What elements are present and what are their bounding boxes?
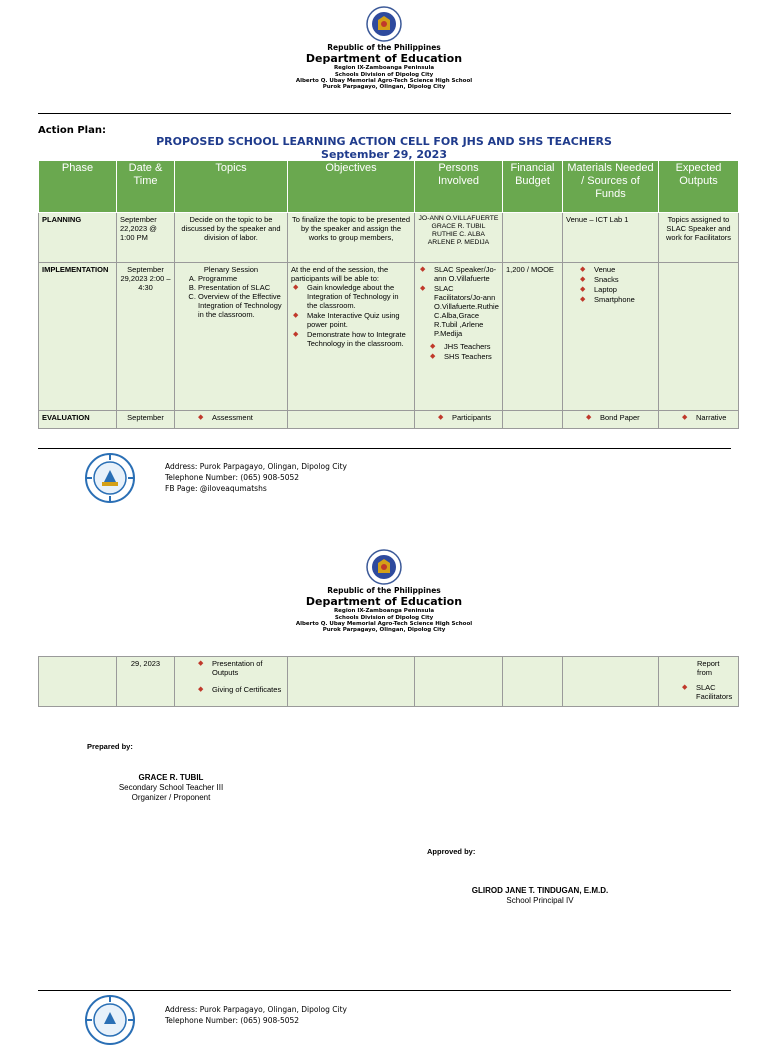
person-item: GRACE R. TUBIL xyxy=(431,223,486,230)
person-item: RUTHIE C. ALBA xyxy=(432,231,485,238)
deped-seal-icon xyxy=(366,6,402,42)
groups-list xyxy=(418,342,499,361)
continued-topics xyxy=(175,657,288,707)
letterhead-page-2 xyxy=(0,587,768,634)
continued-date: 29, 2023 xyxy=(117,657,175,707)
bullet-icon: ◆ xyxy=(438,414,444,421)
table-row-planning xyxy=(39,213,739,263)
footer-address: Address: Purok Parpagayo, Olingan, Dipolog City xyxy=(165,462,347,471)
objective-item xyxy=(291,330,411,348)
continued-materials xyxy=(563,657,659,707)
bullet-icon: ◆ xyxy=(198,686,204,693)
footer-fb: FB Page: @iloveaqumatshs xyxy=(165,484,267,493)
implementation-materials xyxy=(563,263,659,411)
material-item xyxy=(584,413,655,422)
material-text: Bond Paper xyxy=(600,413,640,422)
planning-outputs: Topics assigned to SLAC Speaker and work for Facilitators xyxy=(659,213,739,263)
evaluation-outputs xyxy=(659,411,739,429)
col-header-persons: Persons Involved xyxy=(415,161,503,213)
bullet-icon: ◆ xyxy=(198,660,204,667)
person-item: JO-ANN O.VILLAFUERTE xyxy=(418,215,499,222)
topic-item xyxy=(196,659,284,677)
evaluation-objectives xyxy=(288,411,415,429)
bullet-icon: ◆ xyxy=(580,266,586,273)
planning-objectives: To finalize the topic to be presented by the speaker and assign the works to group members, xyxy=(288,213,415,263)
col-header-topics: Topics xyxy=(175,161,288,213)
evaluation-date: September xyxy=(117,411,175,429)
prepared-title: Secondary School Teacher III xyxy=(118,783,224,792)
topic-item xyxy=(196,685,284,694)
bullet-icon: ◆ xyxy=(293,331,299,338)
objectives-intro: At the end of the session, the participants will be able to: xyxy=(291,265,389,283)
material-item xyxy=(578,265,655,274)
implementation-objectives xyxy=(288,263,415,411)
planning-topics: Decide on the topic to be discussed by the speaker and division of labor. xyxy=(175,213,288,263)
prepared-by-signature xyxy=(96,773,246,803)
implementation-phase: IMPLEMENTATION xyxy=(39,263,117,411)
title-line-2: September 29, 2023 xyxy=(321,148,447,161)
implementation-persons xyxy=(415,263,503,411)
evaluation-topics xyxy=(175,411,288,429)
bullet-icon: ◆ xyxy=(198,414,204,421)
objective-item xyxy=(291,311,411,329)
footer-address: Address: Purok Parpagayo, Olingan, Dipolog City xyxy=(165,1005,347,1014)
bullet-icon: ◆ xyxy=(293,284,299,291)
department-text: Department of Education xyxy=(305,51,463,65)
approved-by-label: Approved by: xyxy=(427,847,476,856)
footer-telephone: Telephone Number: (065) 908-5052 xyxy=(165,473,300,482)
col-header-phase: Phase xyxy=(39,161,117,213)
topic-text: Presentation of Outputs xyxy=(212,659,263,677)
output-item xyxy=(680,683,735,701)
materials-list xyxy=(566,265,655,304)
objective-text: Gain knowledge about the Integration of Technology in the classroom. xyxy=(307,283,399,310)
prepared-role: Organizer / Proponent xyxy=(131,793,211,802)
table-row-evaluation-continued xyxy=(39,657,739,707)
header-divider xyxy=(38,113,731,114)
bullet-icon: ◆ xyxy=(430,353,436,360)
persons-list xyxy=(418,265,499,338)
group-item xyxy=(428,342,499,351)
implementation-date: September 29,2023 2:00 – 4:30 xyxy=(117,263,175,411)
output-text: SLAC Facilitators xyxy=(696,683,733,701)
title-line-1: PROPOSED SCHOOL LEARNING ACTION CELL FOR JHS AND SHS TEACHERS xyxy=(156,135,612,148)
col-header-outputs: Expected Outputs xyxy=(659,161,739,213)
evaluation-persons xyxy=(415,411,503,429)
continued-phase xyxy=(39,657,117,707)
col-header-budget: Financial Budget xyxy=(503,161,563,213)
output-item xyxy=(680,413,735,422)
evaluation-phase: EVALUATION xyxy=(39,411,117,429)
action-plan-table xyxy=(38,160,739,429)
person-text: Participants xyxy=(452,413,492,422)
evaluation-materials xyxy=(563,411,659,429)
footer-divider xyxy=(38,990,731,991)
action-plan-label: Action Plan: xyxy=(38,125,106,136)
school-logo-icon xyxy=(84,994,136,1046)
person-text: SLAC Speaker/Jo-ann O.Villafuerte xyxy=(434,265,497,283)
planning-date: September 22,2023 @ 1:00 PM xyxy=(117,213,175,263)
table-row-evaluation xyxy=(39,411,739,429)
department-text: Department of Education xyxy=(305,594,463,608)
topics-title: Plenary Session xyxy=(203,265,259,274)
address-text: Purok Parpagayo, Olingan, Dipolog City xyxy=(322,84,446,91)
bullet-icon: ◆ xyxy=(580,296,586,303)
topic-item: C. Overview of the Effective Integration of Technology in the classroom. xyxy=(198,292,284,319)
bullet-icon: ◆ xyxy=(580,286,586,293)
material-text: Smartphone xyxy=(594,295,635,304)
output-text: Narrative xyxy=(696,413,727,422)
planning-phase: PLANNING xyxy=(39,213,117,263)
bullet-icon: ◆ xyxy=(586,414,592,421)
implementation-topics xyxy=(175,263,288,411)
col-header-objectives: Objectives xyxy=(288,161,415,213)
objective-item xyxy=(291,283,411,310)
school-text: Alberto Q. Ubay Memorial Agro-Tech Science High School xyxy=(295,77,473,84)
material-item xyxy=(578,285,655,294)
continued-outputs-list xyxy=(662,683,735,701)
person-item xyxy=(436,413,499,422)
republic-text: Republic of the Philippines xyxy=(327,43,441,52)
footer-telephone: Telephone Number: (065) 908-5052 xyxy=(165,1016,300,1025)
topic-text: Giving of Certificates xyxy=(212,685,282,694)
topic-item xyxy=(196,413,284,422)
col-header-materials: Materials Needed / Sources of Funds xyxy=(563,161,659,213)
letterhead xyxy=(0,44,768,91)
region-text: Region IX-Zamboanga Peninsula xyxy=(333,65,435,72)
continued-budget xyxy=(503,657,563,707)
division-text: Schools Division of Dipolog City xyxy=(334,71,434,78)
topic-text: Assessment xyxy=(212,413,253,422)
bullet-icon: ◆ xyxy=(430,343,436,350)
prepared-name: GRACE R. TUBIL xyxy=(138,773,204,782)
person-item xyxy=(418,265,499,283)
bullet-icon: ◆ xyxy=(293,312,299,319)
table-row-implementation xyxy=(39,263,739,411)
footer-contact-page-2 xyxy=(165,1004,347,1026)
person-item xyxy=(418,284,499,338)
material-text: Venue xyxy=(594,265,616,274)
bullet-icon: ◆ xyxy=(580,276,586,283)
address-text: Purok Parpagayo, Olingan, Dipolog City xyxy=(322,627,446,634)
objective-text: Make Interactive Quiz using power point. xyxy=(307,311,400,329)
prepared-by-label: Prepared by: xyxy=(87,742,133,751)
objective-text: Demonstrate how to Integrate Technology in the classroom. xyxy=(307,330,406,348)
objectives-list xyxy=(291,283,411,348)
person-item: ARLENE P. MEDIJA xyxy=(427,239,490,246)
evaluation-budget xyxy=(503,411,563,429)
bullet-icon: ◆ xyxy=(420,266,426,273)
approved-title: School Principal IV xyxy=(506,896,574,905)
col-header-date: Date & Time xyxy=(117,161,175,213)
region-text: Region IX-Zamboanga Peninsula xyxy=(333,608,435,615)
group-item xyxy=(428,352,499,361)
topics-list xyxy=(178,274,284,319)
bullet-icon: ◆ xyxy=(682,414,688,421)
planning-materials: Venue – ICT Lab 1 xyxy=(563,213,659,263)
implementation-outputs xyxy=(659,263,739,411)
material-text: Laptop xyxy=(594,285,617,294)
group-text: SHS Teachers xyxy=(444,352,492,361)
planning-budget xyxy=(503,213,563,263)
republic-text: Republic of the Philippines xyxy=(327,586,441,595)
material-text: Snacks xyxy=(594,275,619,284)
school-text: Alberto Q. Ubay Memorial Agro-Tech Science High School xyxy=(295,620,473,627)
output-continued-text: Report from xyxy=(697,659,720,677)
material-item xyxy=(578,295,655,304)
person-text: SLAC Facilitators/Jo-ann O.Villafuerte.Ruthie C.Alba,Grace R.Tubil ,Arlene P.Medija xyxy=(434,284,499,338)
topic-item: A. Programme xyxy=(198,274,284,283)
school-logo-icon xyxy=(84,452,136,504)
action-plan-table-continued xyxy=(38,656,739,707)
deped-seal-icon xyxy=(366,549,402,585)
approved-name: GLIROD JANE T. TINDUGAN, E.M.D. xyxy=(471,886,609,895)
topic-item: B. Presentation of SLAC xyxy=(198,283,284,292)
footer-contact xyxy=(165,461,347,494)
material-item xyxy=(578,275,655,284)
continued-outputs xyxy=(659,657,739,707)
continued-topics-list xyxy=(178,659,284,694)
page-title xyxy=(0,135,768,161)
group-text: JHS Teachers xyxy=(444,342,491,351)
planning-persons xyxy=(415,213,503,263)
continued-objectives xyxy=(288,657,415,707)
table-header-row xyxy=(39,161,739,213)
continued-persons xyxy=(415,657,503,707)
implementation-budget: 1,200 / MOOE xyxy=(503,263,563,411)
footer-divider xyxy=(38,448,731,449)
division-text: Schools Division of Dipolog City xyxy=(334,614,434,621)
bullet-icon: ◆ xyxy=(682,684,688,691)
approved-by-signature xyxy=(455,886,625,906)
bullet-icon: ◆ xyxy=(420,285,426,292)
